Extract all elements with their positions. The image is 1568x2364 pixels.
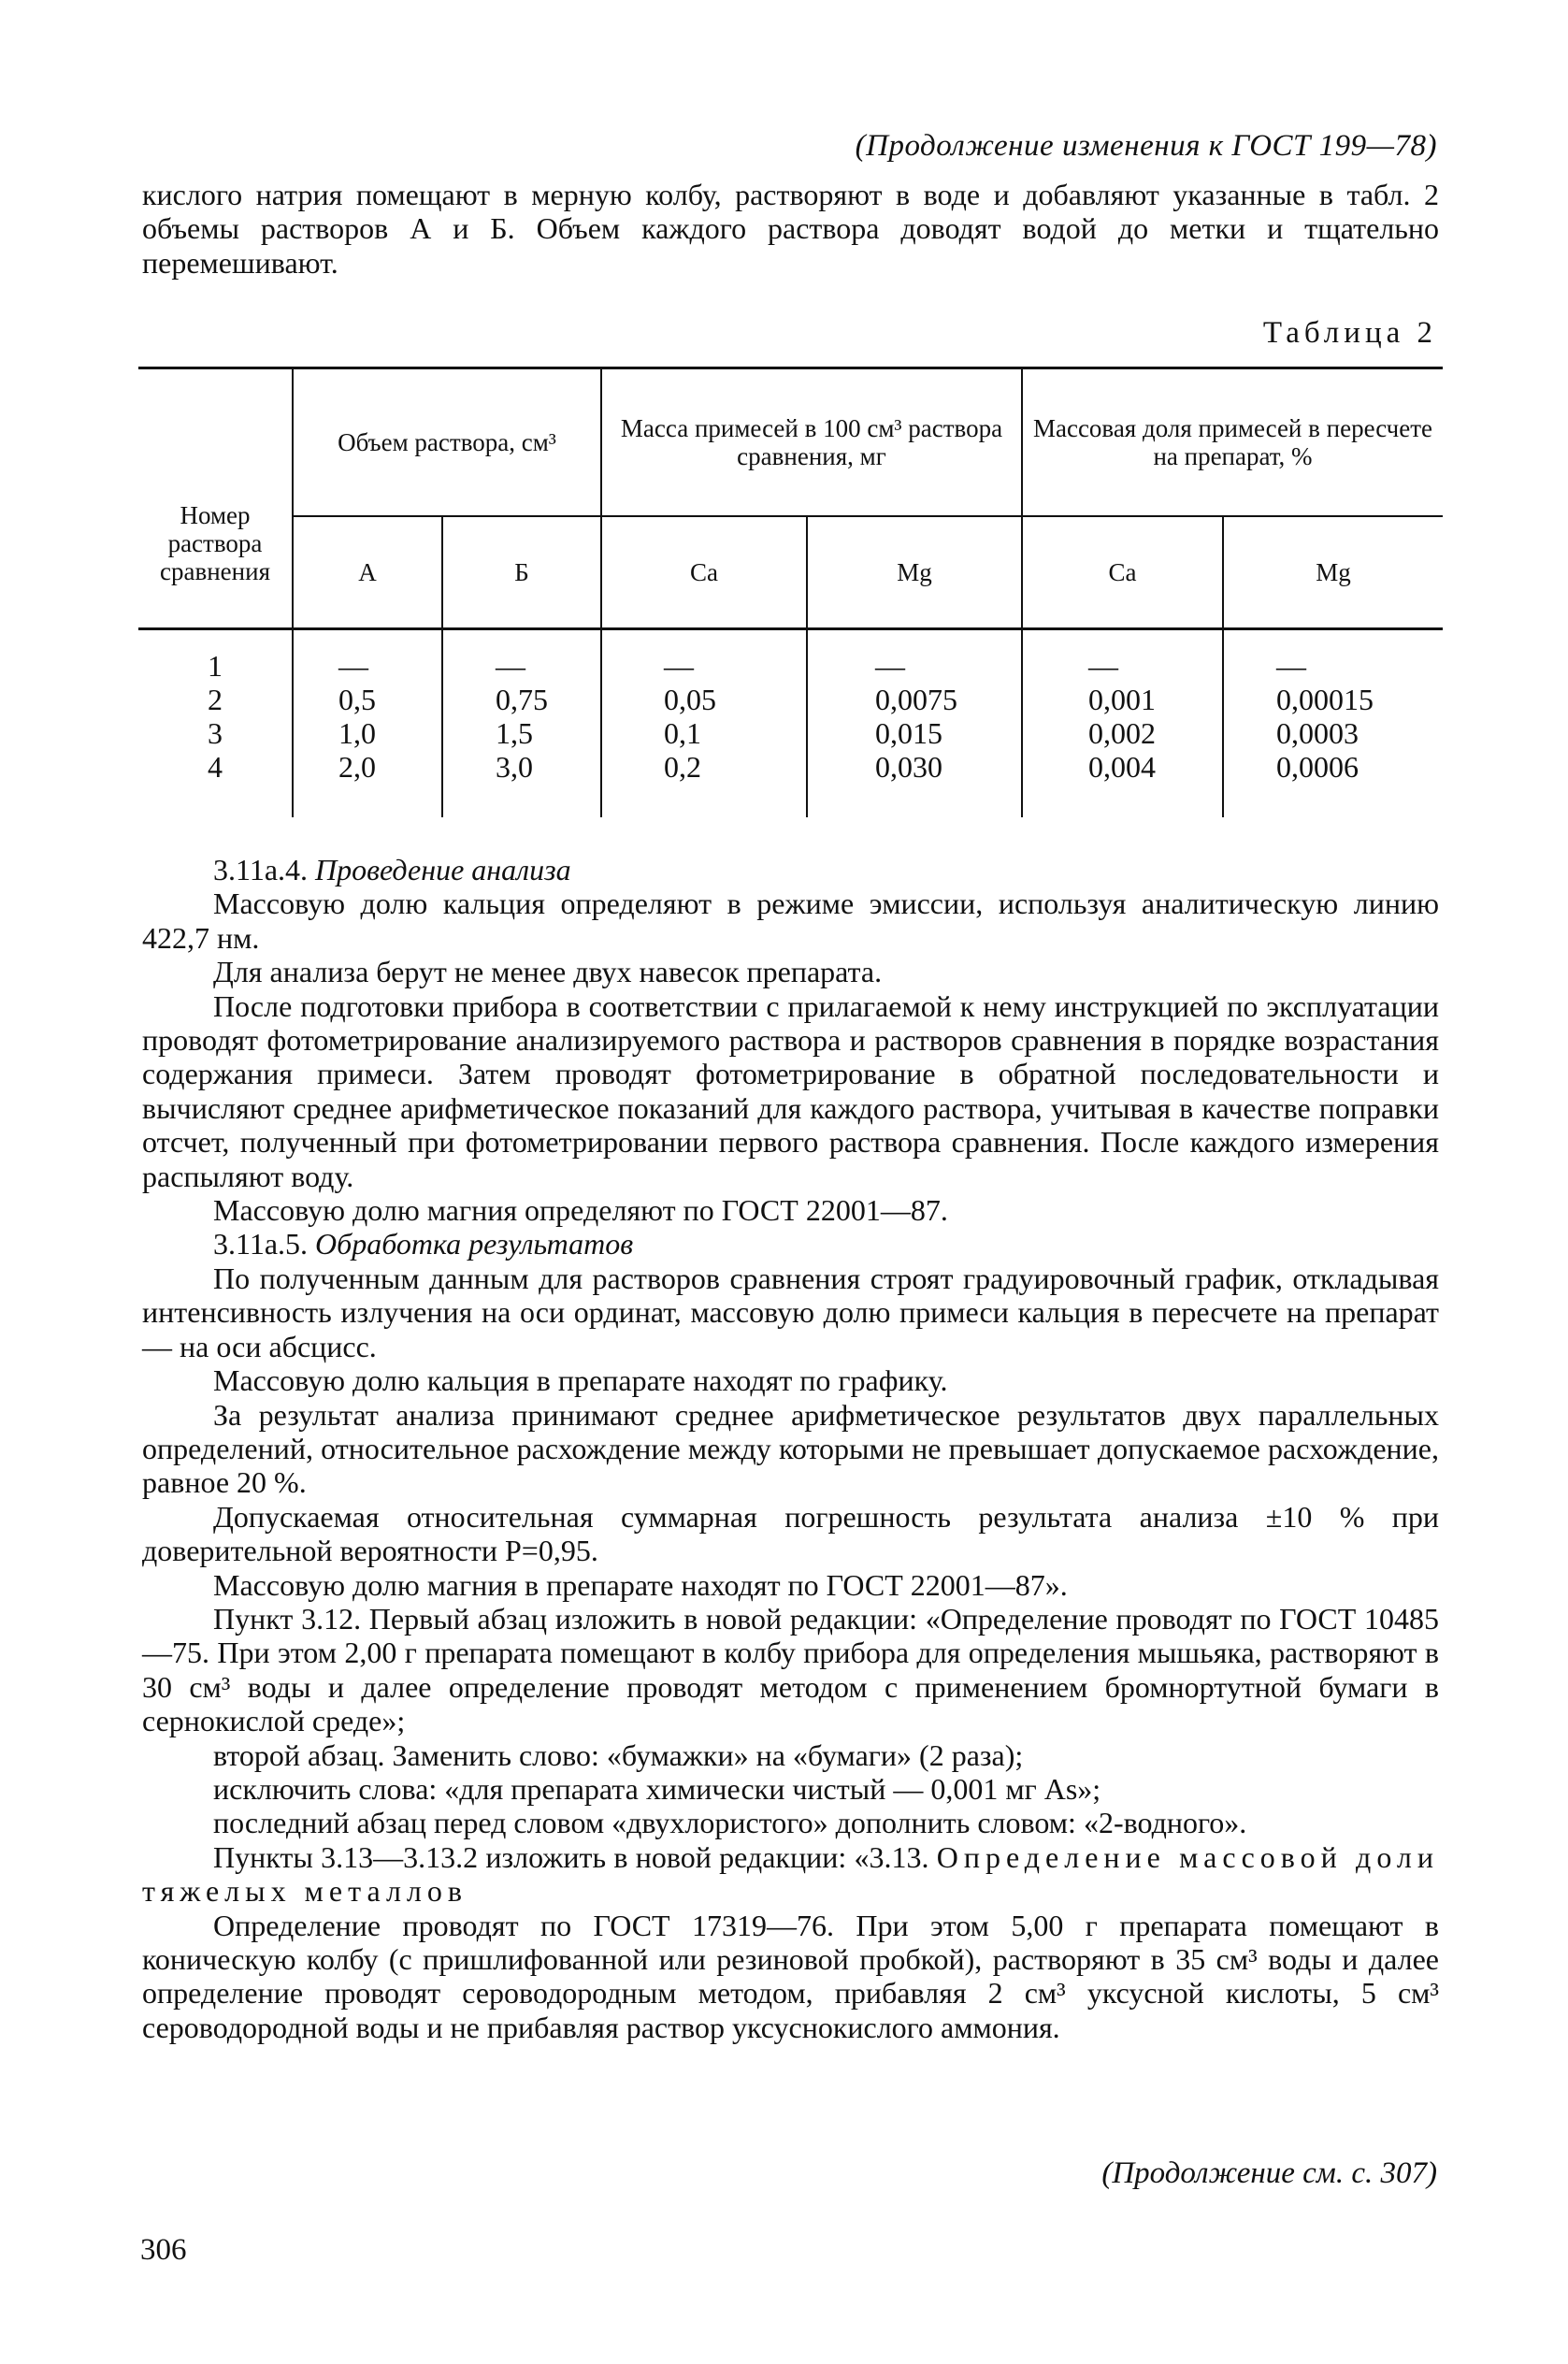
table-header-row-2 [138,516,1443,629]
table-caption: Таблица 2 [1262,316,1437,350]
header-fraction: Массовая доля примесей в пересчете на препарат, % [1022,368,1443,517]
paragraph: По полученным данным для растворов сравнения строят градуировочный график, откладывая интенсивность излучения на оси ординат, массовую долю примеси кальция в пересчете на препарат — на оси абсцисс. [142,1261,1439,1363]
col-ca-mass: — 0,05 0,1 0,2 [601,629,807,818]
col-mg-fraction: — 0,00015 0,0003 0,0006 [1223,629,1443,818]
header-mg-fraction: Mg [1223,516,1443,629]
header-a: А [293,516,442,629]
section-4-heading: 3.11а.4. Проведение анализа [213,853,571,886]
col-mg-mass: — 0,0075 0,015 0,030 [807,629,1022,818]
paragraph: Определение проводят по ГОСТ 17319—76. При этом 5,00 г препарата помещают в коническую колбу (с пришлифованной или резиновой пробкой), растворяют в 35 см³ воды и далее определение проводят сероводородным методом, прибавляя 2 см³ уксусной кислоты, 5 см³ сероводородной воды и не прибавляя раствор уксуснокислого аммония. [142,1908,1439,2044]
continuation-note: (Продолжение см. с. 307) [1101,2156,1437,2190]
running-header: (Продолжение изменения к ГОСТ 199—78) [855,129,1437,163]
paragraph: После подготовки прибора в соответствии с прилагаемой к нему инструкцией по эксплуатации проводят фотометрирование анализируемого раствора и растворов сравнения в порядке возрастания содержания примеси. Затем проводят фотометрирование в обратной последовательности и вычисляют среднее арифметическое показаний для каждого раствора, учитывая в качестве поправки отсчет, полученный при фотометрировании первого раствора сравнения. После каждого измерения распыляют воду. [142,988,1439,1193]
header-ca-mass: Ca [601,516,807,629]
col-number: 1 2 3 4 [208,649,223,784]
paragraph: Для анализа берут не менее двух навесок препарата. [213,955,883,989]
table-2 [138,367,1443,817]
intro-block [142,178,1439,280]
paragraph: Пункт 3.12. Первый абзац изложить в новой редакции: «Определение проводят по ГОСТ 10485—75. При этом 2,00 г препарата помещают в колбу прибора для определения мышьяка, растворяют в 30 см³ воды и далее определение проводят методом с применением бромнортутной бумаги в сернокислой среде»; [142,1601,1439,1738]
paragraph: Допускаемая относительная суммарная погрешность результата анализа ±10 % при доверительной вероятности P=0,95. [142,1499,1439,1568]
table-body-row [138,629,1443,818]
paragraph: последний абзац перед словом «двухлористого» дополнить словом: «2-водного». [213,1806,1247,1840]
col-b: — 0,75 1,5 3,0 [442,629,601,818]
page-number: 306 [140,2233,187,2267]
col-ca-fraction: — 0,001 0,002 0,004 [1022,629,1223,818]
col-a: — 0,5 1,0 2,0 [293,629,442,818]
paragraph: За результат анализа принимают среднее арифметическое результатов двух параллельных определений, относительное расхождение между которыми не превышает допускаемое расхождение, равное 20 %. [142,1397,1439,1500]
intro-paragraph: кислого натрия помещают в мерную колбу, растворяют в воде и добавляют указанные в табл. 2 объемы растворов А и Б. Объем каждого раствора доводят водой до метки и тщательно перемешивают. [142,178,1439,280]
header-mass: Масса примесей в 100 см³ раствора сравнения, мг [601,368,1022,517]
main-text [142,853,1439,2044]
header-b: Б [442,516,601,629]
paragraph: Массовую долю магния в препарате находят по ГОСТ 22001—87». [213,1567,1068,1602]
paragraph: Массовую долю магния определяют по ГОСТ 22001—87. [213,1193,948,1228]
paragraph: второй абзац. Заменить слово: «бумажки» на «бумаги» (2 раза); [213,1737,1024,1772]
header-mg-mass: Mg [807,516,1022,629]
paragraph: Массовую долю кальция определяют в режиме эмиссии, используя аналитическую линию 422,7 нм. [142,886,1439,955]
points-3-13-lead: Пункты 3.13—3.13.2 изложить в новой редакции: «3.13. Определение массовой доли тяжелых металлов [142,1839,1440,1909]
paragraph: исключить слова: «для препарата химически чистый — 0,001 мг As»; [213,1771,1101,1806]
header-volume: Объем раствора, см³ [293,368,601,517]
paragraph: Массовую долю кальция в препарате находят по графику. [213,1363,948,1398]
table-header-row-1 [138,368,1443,517]
section-5-heading: 3.11а.5. Обработка результатов [213,1227,634,1261]
header-ca-fraction: Ca [1022,516,1223,629]
header-row-number: Номер раствора сравнения [138,368,293,629]
